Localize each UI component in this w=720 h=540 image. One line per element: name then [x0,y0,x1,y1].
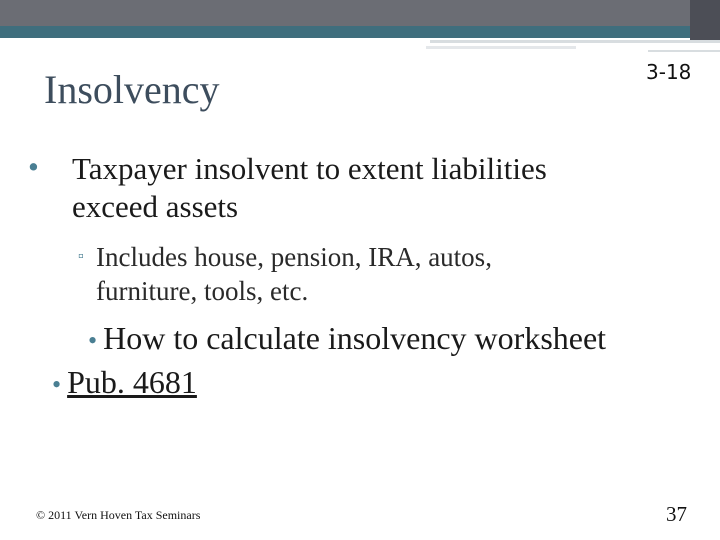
square-bullet-icon: ▫ [78,248,84,265]
slide-title: Insolvency [44,67,220,112]
accent-stripe [0,26,720,38]
bullet-insolvent [28,150,708,226]
bullet-dot-icon: • [28,149,39,184]
decorative-line [426,46,576,49]
slide-number: 3-18 [646,60,692,84]
sub-bullet-assets [78,240,638,308]
bullet-dot-icon: • [88,326,98,355]
decorative-line [430,40,720,43]
top-header-bar [0,0,720,26]
bullet-worksheet [88,320,606,357]
bullet-text-line2: exceed assets [72,189,239,224]
bullet-publication [52,364,197,401]
corner-block [690,0,720,40]
publication-link[interactable]: Pub. 4681 [67,364,197,400]
sub-bullet-line1: Includes house, pension, IRA, autos, [96,242,492,272]
bullet-text-line1: Taxpayer insolvent to extent liabilities [72,151,547,186]
sub-bullet-line2: furniture, tools, etc. [96,276,309,306]
decorative-line [648,50,720,52]
page-number: 37 [666,502,687,526]
bullet-worksheet-text: How to calculate insolvency worksheet [103,320,607,356]
footer-copyright: © 2011 Vern Hoven Tax Seminars [36,508,201,522]
bullet-dot-icon: • [52,370,62,399]
